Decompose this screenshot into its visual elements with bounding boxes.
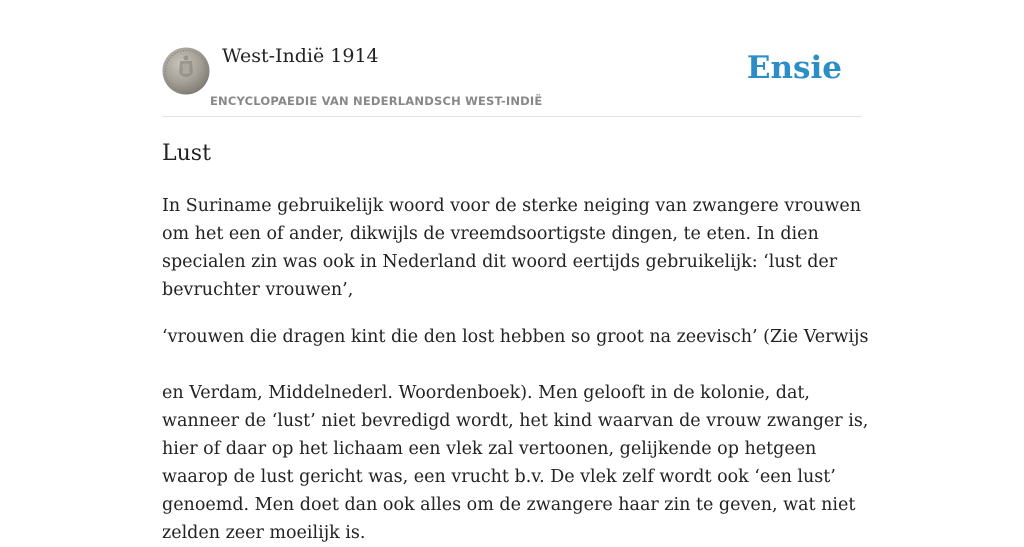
coin-icon xyxy=(162,47,210,95)
site-subtitle: ENCYCLOPAEDIE VAN NEDERLANDSCH WEST-INDIË xyxy=(210,94,543,108)
entry-title: Lust xyxy=(162,141,211,166)
entry-paragraph-2: ‘vrouwen die dragen kint die den lost hebben so groot na zeevisch’ (Zie Verwijs xyxy=(162,327,869,347)
entry-paragraph-3: en Verdam, Middelnederl. Woordenboek). Men gelooft in de kolonie, dat, wanneer de ‘lust’ niet bevredigd wordt, het kind waarvan de vrouw zwanger is, hier of daar op het lichaam een vlek zal vertoonen, gelijkende op hetgeen waarop de lust gericht was, een vrucht b.v. De vlek zelf wordt ook ‘een lust’ genoemd. Men doet dan ook alles om de zwangere haar zin te geven, wat niet zelden zeer moeilijk is. xyxy=(162,383,869,543)
brand-logo-link[interactable]: Ensie xyxy=(746,50,842,86)
site-title[interactable]: West-Indië 1914 xyxy=(222,45,379,67)
entry-paragraph-1: In Suriname gebruikelijk woord voor de sterke neiging van zwangere vrouwen om het een of ander, dikwijls de vreemdsoortigste dingen, te eten. In dien specialen zin was ook in Nederland dit woord eertijds gebruikelijk: ‘lust der bevruchter vrouwen’, xyxy=(162,196,862,300)
site-header xyxy=(162,44,862,117)
